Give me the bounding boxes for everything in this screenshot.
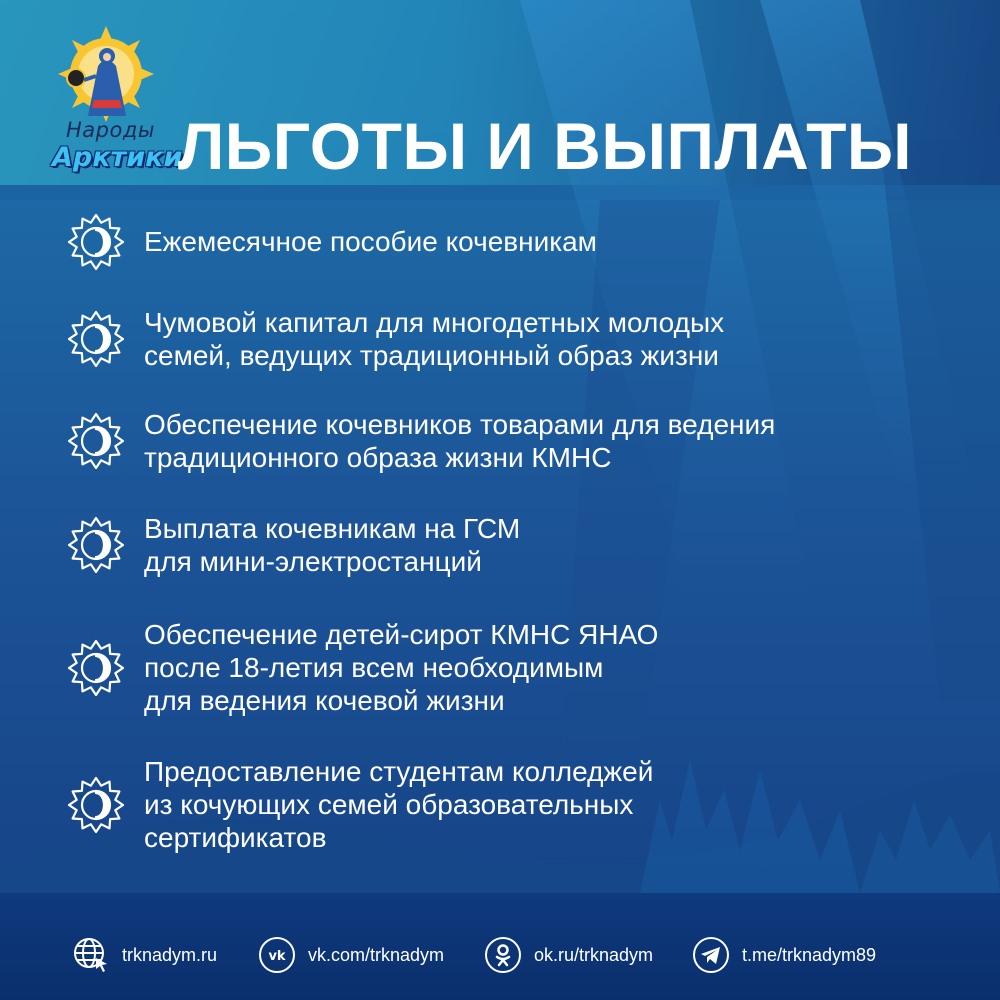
benefit-item	[66, 618, 966, 718]
telegram-icon	[692, 936, 730, 974]
benefit-item	[66, 755, 966, 855]
ok-label: ok.ru/trknadym	[534, 944, 654, 965]
benefit-item	[66, 306, 966, 406]
benefit-text-line: из кочующих семей образовательных	[144, 789, 634, 820]
benefit-text-line: Чумовой капитал для многодетных молодых	[144, 307, 725, 338]
vk-link[interactable]	[258, 935, 444, 975]
benefit-text-line: Обеспечение детей-сирот КМНС ЯНАО	[144, 619, 659, 650]
logo-sun-figure-icon	[58, 26, 154, 122]
logo-text-line2: Арктики	[52, 142, 183, 173]
benefit-text-line: после 18-летия всем необходимым	[144, 652, 604, 683]
sun-ornament-icon	[66, 309, 126, 369]
benefit-text-line: семей, ведущих традиционный образ жизни	[144, 340, 719, 371]
globe-cursor-icon	[72, 936, 110, 974]
logo	[48, 18, 183, 186]
benefit-text-line: сертификатов	[144, 822, 327, 853]
benefit-text	[144, 408, 775, 474]
website-link[interactable]	[72, 935, 217, 975]
benefit-text-line: Предоставление студентам колледжей	[144, 756, 654, 787]
benefit-text-line: Выплата кочевникам на ГСМ	[144, 513, 521, 544]
logo-text-line1: Народы	[66, 118, 155, 142]
odnoklassniki-icon	[484, 936, 522, 974]
vk-label: vk.com/trknadym	[308, 944, 445, 965]
benefit-text-line: традиционного образа жизни КМНС	[144, 442, 612, 473]
benefit-text	[144, 512, 520, 578]
sun-ornament-icon	[66, 638, 126, 698]
benefit-item	[66, 408, 966, 508]
benefit-item	[66, 512, 966, 612]
benefit-text	[144, 755, 653, 854]
sun-ornament-icon	[66, 775, 126, 835]
benefit-text	[144, 306, 724, 372]
sun-ornament-icon	[66, 212, 126, 272]
benefit-text	[144, 225, 597, 258]
vk-icon	[258, 936, 296, 974]
sun-ornament-icon	[66, 515, 126, 575]
benefit-text-line: Обеспечение кочевников товарами для ведения	[144, 409, 776, 440]
benefit-text	[144, 618, 658, 717]
telegram-link[interactable]	[692, 935, 876, 975]
benefit-text-line: для ведения кочевой жизни	[144, 685, 505, 716]
website-label: trknadym.ru	[122, 944, 218, 965]
sun-ornament-icon	[66, 411, 126, 471]
footer-contacts	[0, 893, 1000, 1000]
ok-link[interactable]	[484, 935, 653, 975]
benefit-text-line: для мини-электростанций	[144, 546, 482, 577]
svg-text:vk: vk	[268, 949, 286, 964]
benefit-text-line: Ежемесячное пособие кочевникам	[144, 226, 597, 257]
telegram-label: t.me/trknadym89	[742, 944, 877, 965]
page-title: ЛЬГОТЫ И ВЫПЛАТЫ	[178, 109, 912, 183]
